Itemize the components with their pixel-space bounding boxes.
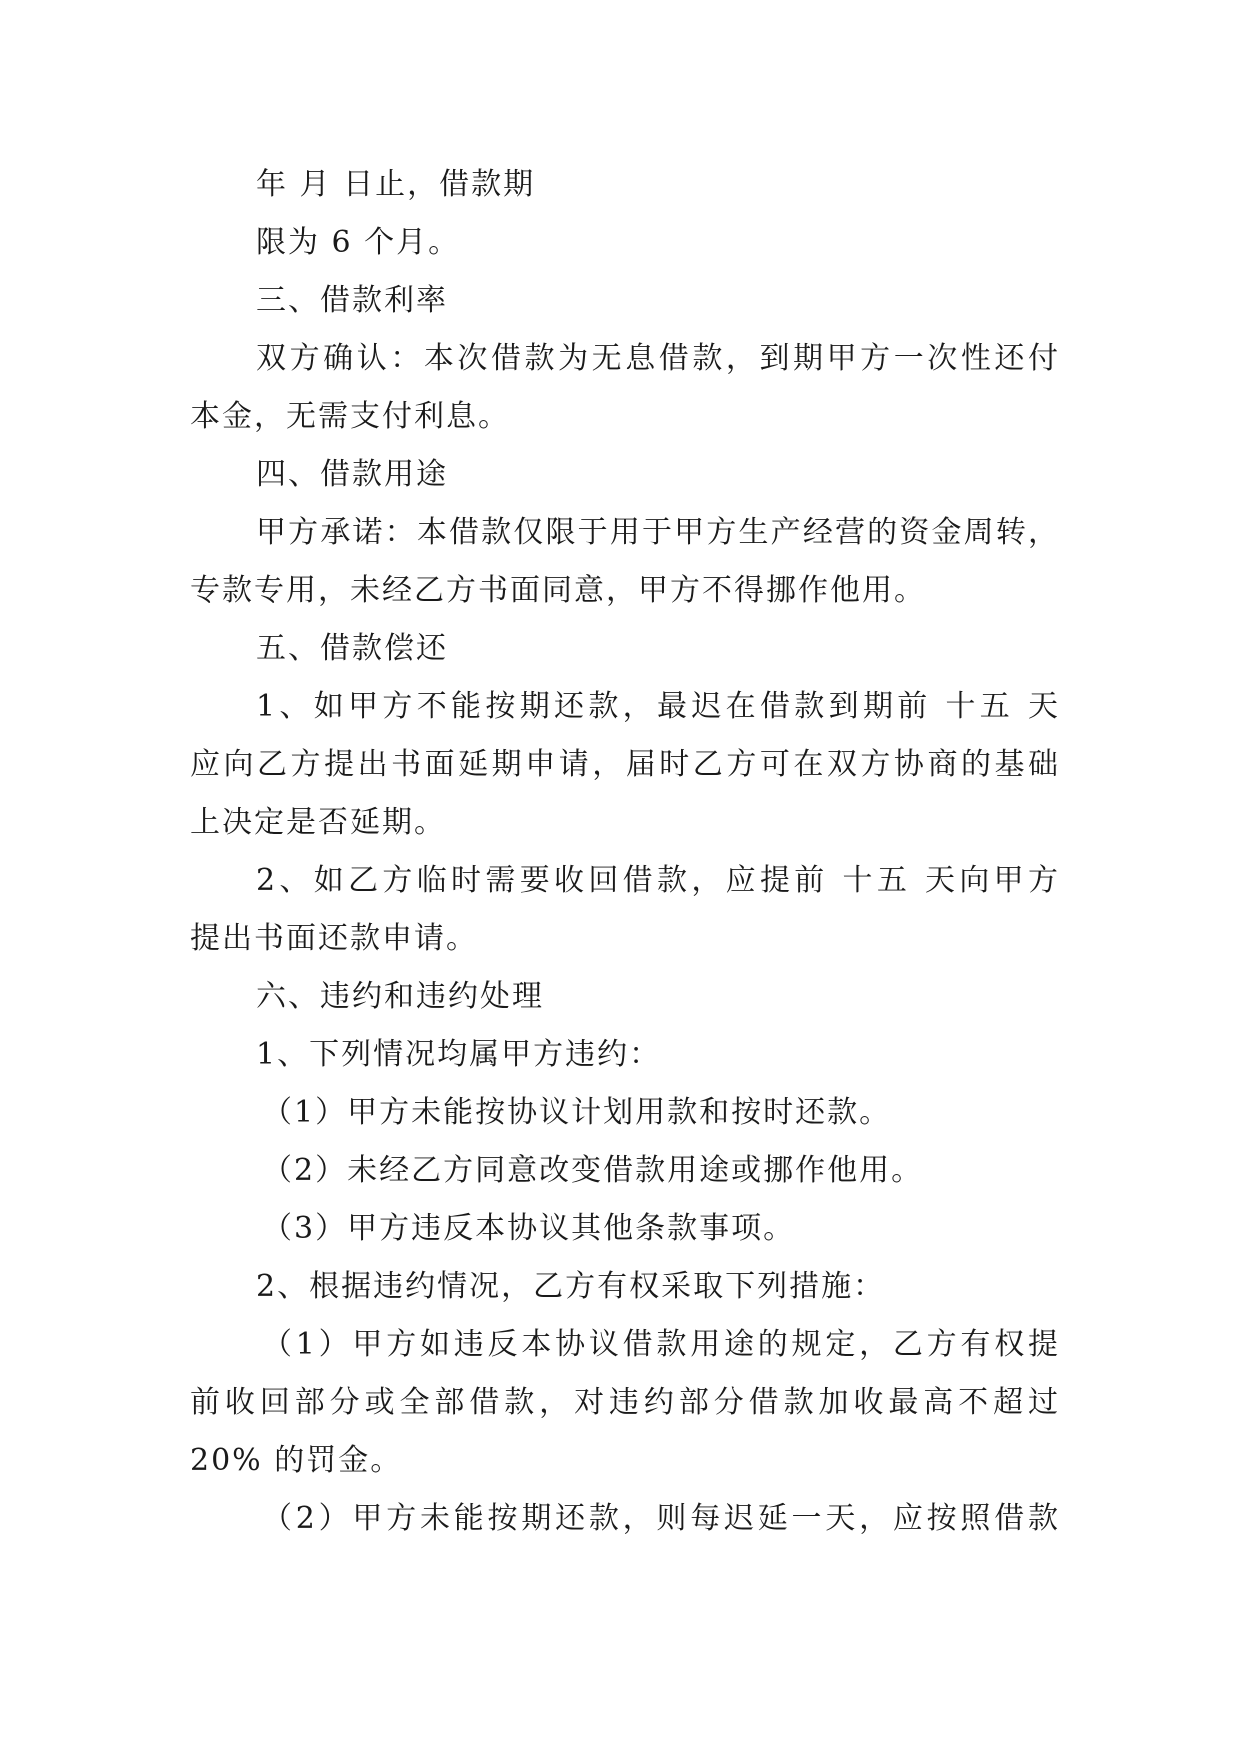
default-item-line: （1）甲方未能按协议计划用款和按时还款。 [262, 1095, 892, 1130]
remedy-item-line: 前收回部分或全部借款，对违约部分借款加收最高不超过 [190, 1385, 1060, 1420]
remedy-item-line: （2）甲方未能按期还款，则每迟延一天，应按照借款 [262, 1501, 1060, 1536]
loan-period-line: 年 月 日止，借款期 [256, 167, 536, 202]
purpose-paragraph-line: 甲方承诺：本借款仅限于用于甲方生产经营的资金周转， [256, 515, 1060, 550]
repayment-clause-line: 2、如乙方临时需要收回借款，应提前 十五 天向甲方 [256, 863, 1060, 898]
remedy-item-line: （1）甲方如违反本协议借款用途的规定，乙方有权提 [262, 1327, 1060, 1362]
interest-paragraph-line: 双方确认：本次借款为无息借款，到期甲方一次性还付 [256, 341, 1060, 376]
purpose-paragraph-line: 专款专用，未经乙方书面同意，甲方不得挪作他用。 [190, 573, 926, 608]
default-item-line: （2）未经乙方同意改变借款用途或挪作他用。 [262, 1153, 924, 1188]
section-heading-interest: 三、借款利率 [256, 283, 448, 318]
default-item-line: （3）甲方违反本协议其他条款事项。 [262, 1211, 796, 1246]
remedy-item-line: 20% 的罚金。 [190, 1443, 403, 1478]
section-heading-default: 六、违约和违约处理 [256, 979, 544, 1014]
default-clause-line: 1、下列情况均属甲方违约： [256, 1037, 662, 1072]
repayment-clause-line: 提出书面还款申请。 [190, 921, 478, 956]
remedy-clause-line: 2、根据违约情况，乙方有权采取下列措施： [256, 1269, 886, 1304]
repayment-clause-line: 应向乙方提出书面延期申请，届时乙方可在双方协商的基础 [190, 747, 1060, 782]
section-heading-repayment: 五、借款偿还 [256, 631, 448, 666]
repayment-clause-line: 上决定是否延期。 [190, 805, 446, 840]
loan-term-line: 限为 6 个月。 [256, 225, 461, 260]
repayment-clause-line: 1、如甲方不能按期还款，最迟在借款到期前 十五 天 [256, 689, 1060, 724]
interest-paragraph-line: 本金，无需支付利息。 [190, 399, 510, 434]
section-heading-purpose: 四、借款用途 [256, 457, 448, 492]
